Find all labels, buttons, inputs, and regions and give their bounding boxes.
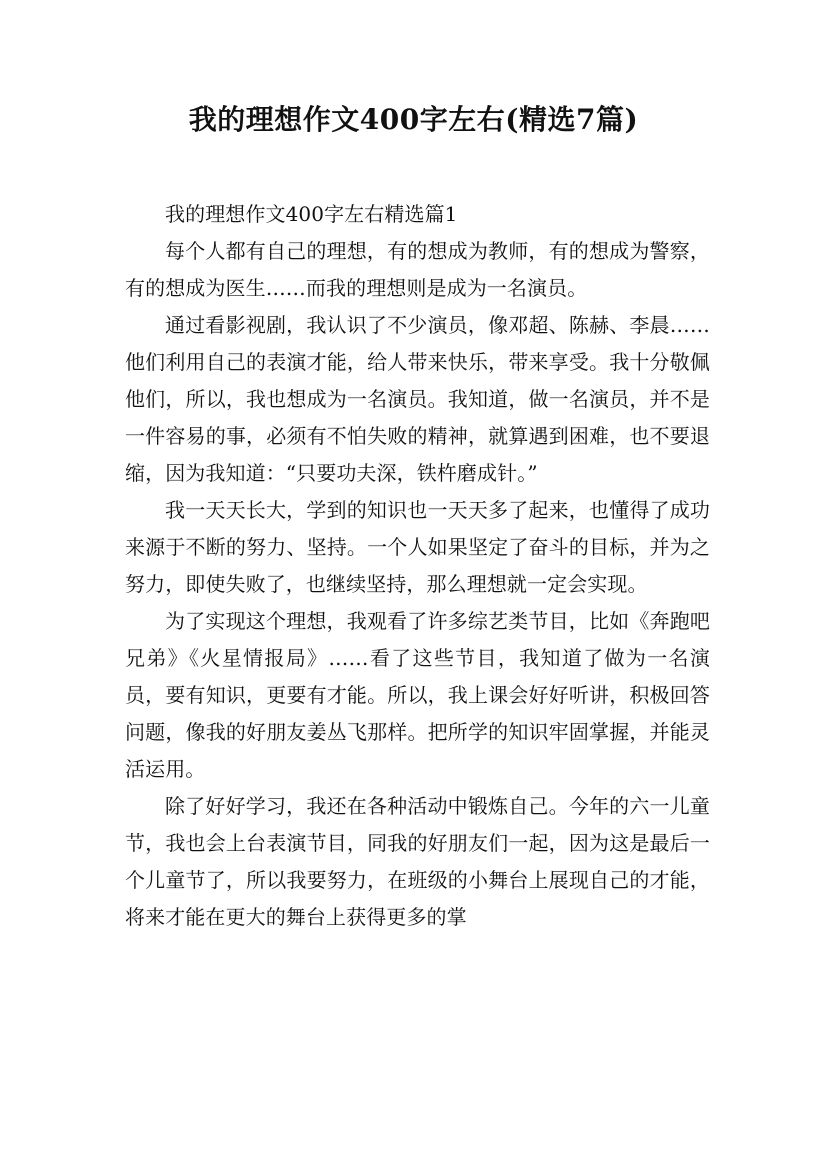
paragraph-4: 为了实现这个理想，我观看了许多综艺类节目，比如《奔跑吧兄弟》《火星情报局》……看了这些节目，我知道了做为一名演员，要有知识，更要有才能。所以，我上课会好好听讲，积极回答问题，像我的好朋友姜丛飞那样。把所学的知识牢固掌握，并能灵活运用。: [125, 609, 710, 781]
section-heading: 我的理想作文400字左右精选篇1: [165, 202, 458, 226]
paragraph-5: 除了好好学习，我还在各种活动中锻炼自己。今年的六一儿童节，我也会上台表演节目，同我的好朋友们一起，因为这是最后一个儿童节了，所以我要努力，在班级的小舞台上展现自己的才能，将来才能在更大的舞台上获得更多的掌: [125, 794, 710, 929]
paragraph-3: 我一天天长大，学到的知识也一天天多了起来，也懂得了成功来源于不断的努力、坚持。一个人如果坚定了奋斗的目标，并为之努力，即使失败了，也继续坚持，那么理想就一定会实现。: [125, 498, 710, 596]
paragraph-2: 通过看影视剧，我认识了不少演员，像邓超、陈赫、李晨……他们利用自己的表演才能，给人带来快乐，带来享受。我十分敬佩他们，所以，我也想成为一名演员。我知道，做一名演员，并不是一件容易的事，必须有不怕失败的精神，就算遇到困难，也不要退缩，因为我知道：“只要功夫深，铁杵磨成针。”: [125, 313, 710, 485]
document-body: [125, 196, 710, 936]
document-title: 我的理想作文400字左右(精选7篇): [188, 103, 639, 136]
paragraph-1: 每个人都有自己的理想，有的想成为教师，有的想成为警察，有的想成为医生……而我的理想则是成为一名演员。: [125, 239, 710, 300]
